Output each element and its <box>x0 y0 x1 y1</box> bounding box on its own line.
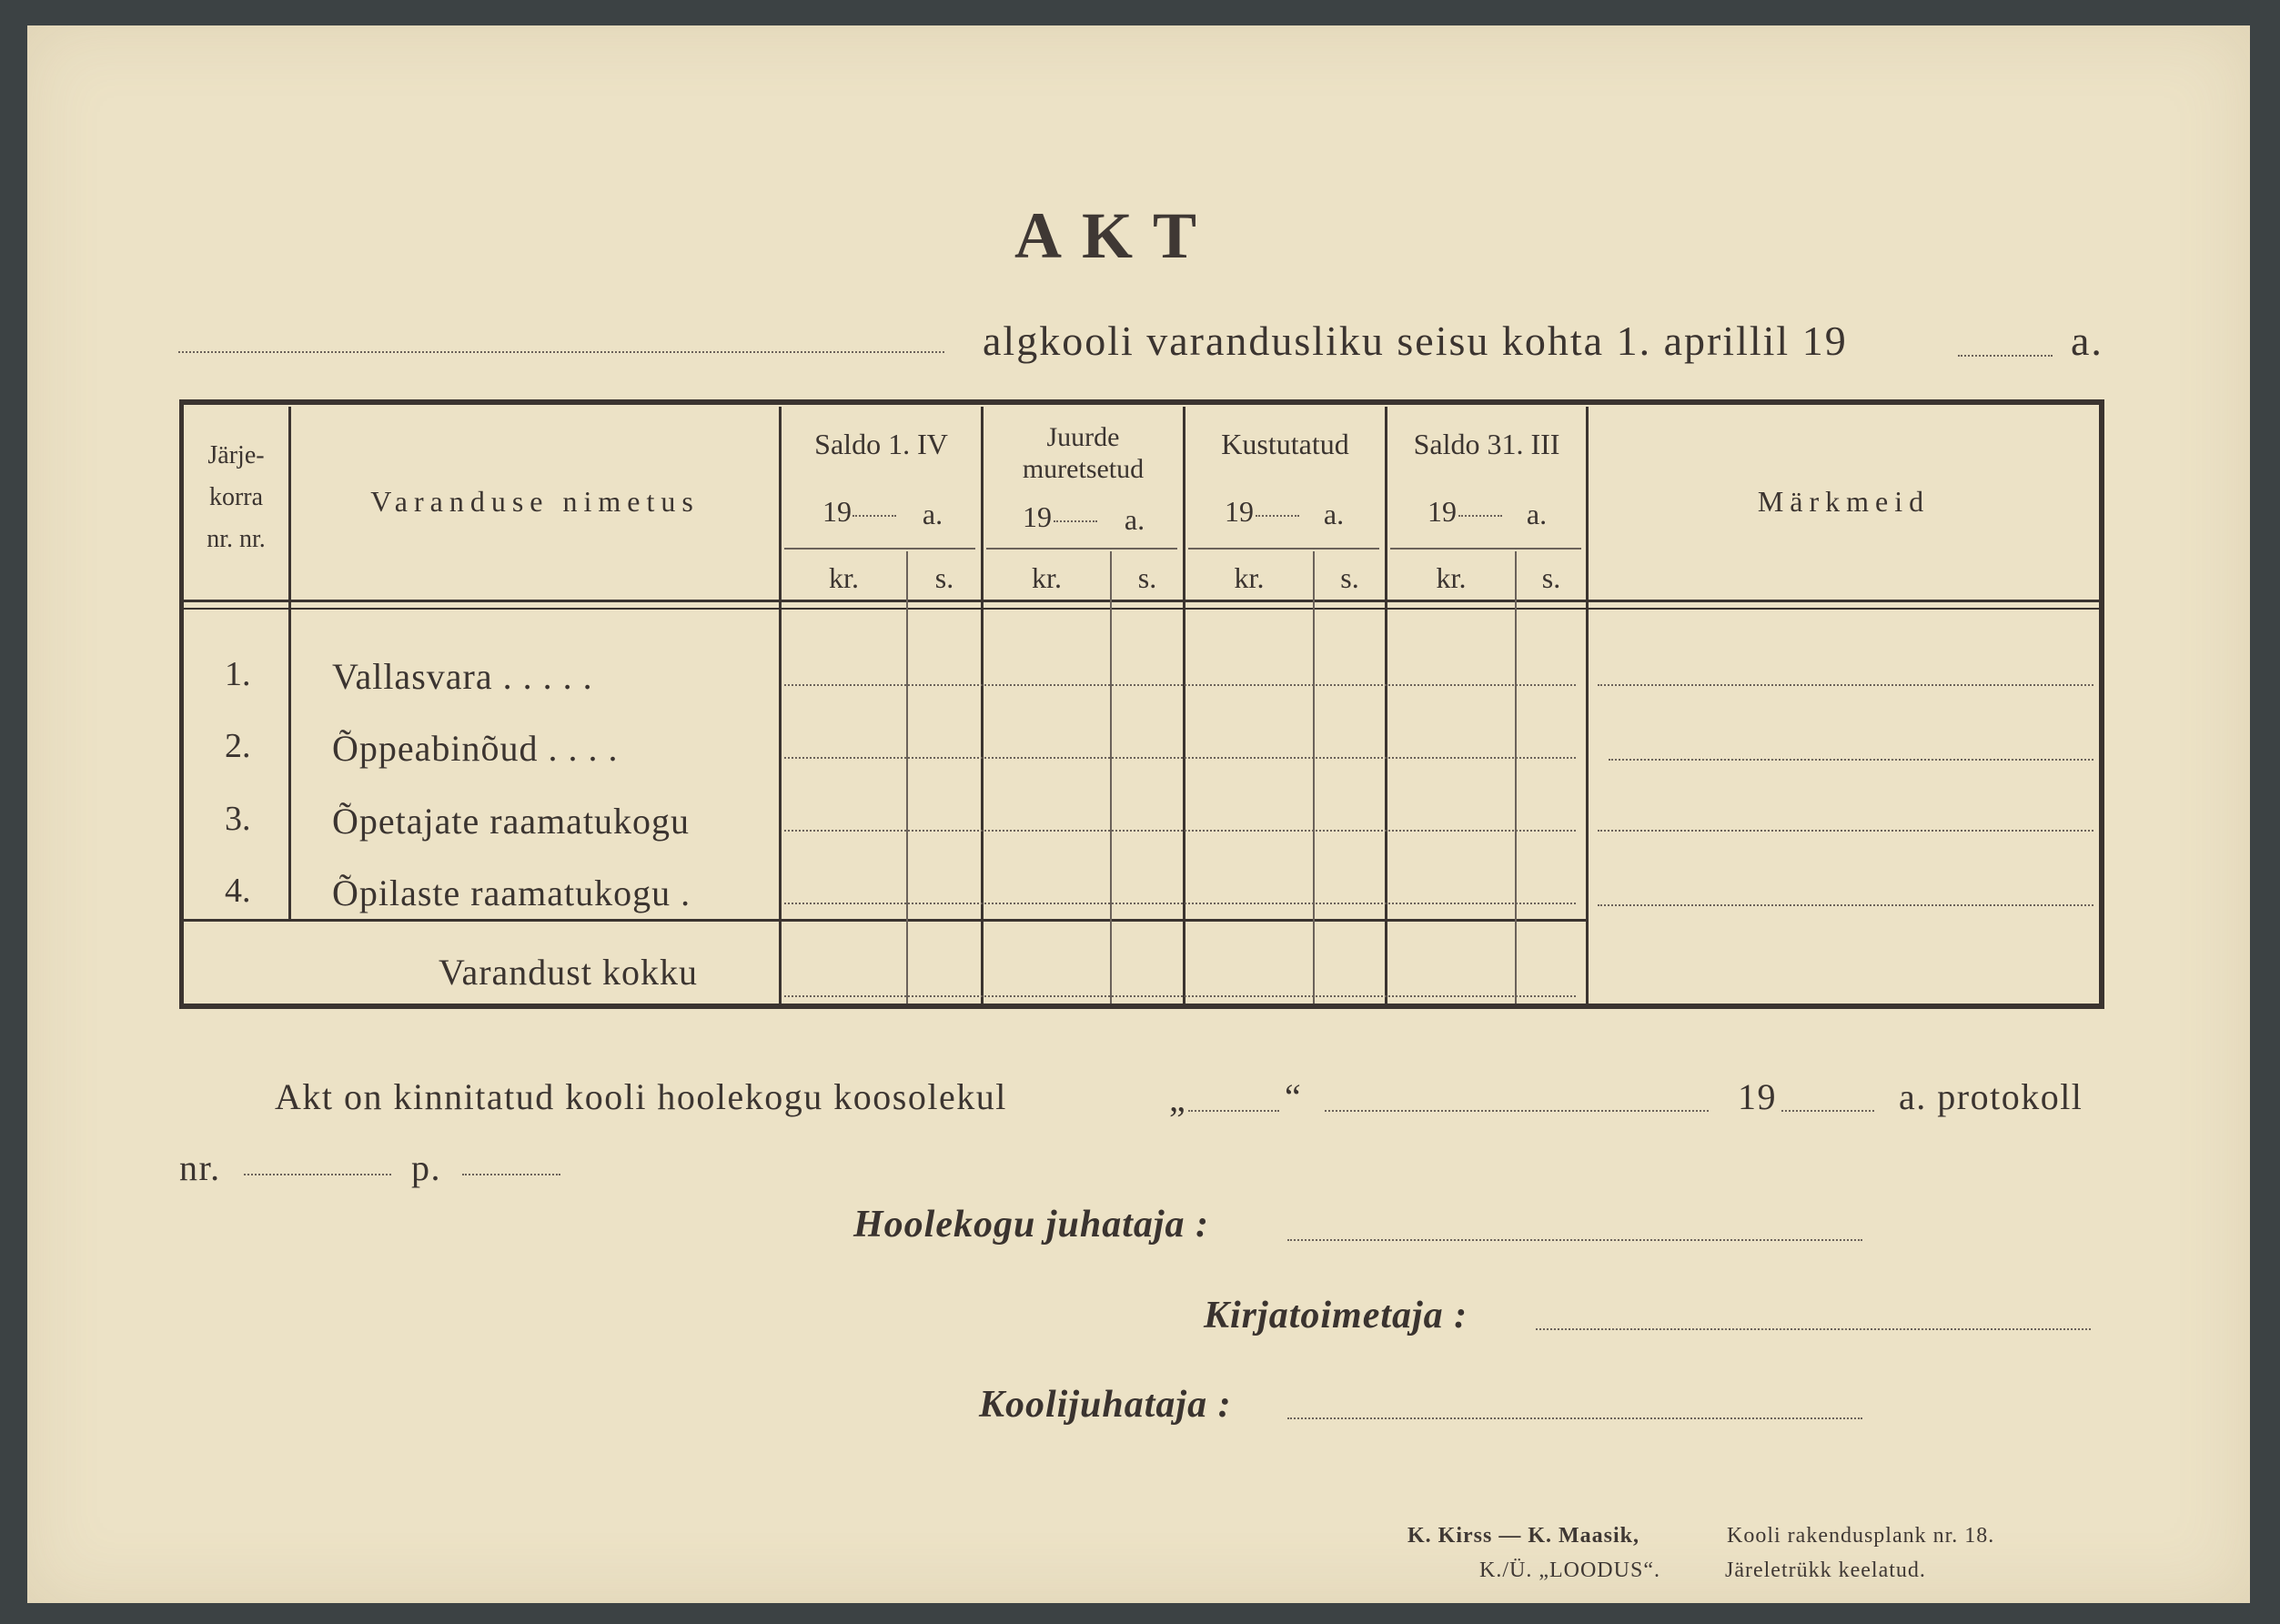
header-ordinal <box>184 435 288 560</box>
meeting-date-field[interactable] <box>1188 1110 1279 1112</box>
header-year-1-suffix: a. <box>922 498 943 530</box>
kr-s-sep-3 <box>1313 551 1315 1004</box>
total-separator <box>179 919 1586 922</box>
header-added <box>984 422 1183 485</box>
col-sep-5 <box>1385 407 1387 1004</box>
header-ordinal-line2: korra <box>208 483 264 511</box>
table-right-border <box>2099 403 2104 1006</box>
row-4-number: 4. <box>225 872 251 910</box>
title-line-text: algkooli varandusliku seisu kohta 1. aprillil 19 <box>983 318 1848 364</box>
header-s-2: s. <box>1137 561 1157 594</box>
header-year-1-field[interactable] <box>852 515 896 517</box>
title-line-suffix: a. <box>2071 318 2103 364</box>
footer-form: Kooli rakendusplank nr. 18. <box>1727 1524 1995 1548</box>
header-kr-1: kr. <box>829 561 859 594</box>
remarks-line-4[interactable] <box>1598 904 2093 906</box>
kr-s-sep-1 <box>906 551 908 1004</box>
header-saldo-end: Saldo 31. III <box>1413 428 1560 460</box>
row-4-name: Õpilaste raamatukogu . <box>332 873 691 913</box>
header-year-2-suffix: a. <box>1124 503 1145 536</box>
confirmation-open-quote: „ <box>1169 1078 1187 1119</box>
row-1-number: 1. <box>225 655 251 693</box>
protocol-p-field[interactable] <box>462 1174 560 1175</box>
kr-s-sep-4 <box>1515 551 1517 1004</box>
header-s-4: s. <box>1541 561 1561 594</box>
header-year-3-suffix: a. <box>1323 498 1345 530</box>
col-sep-3 <box>981 407 984 1004</box>
signature-secretary-field[interactable] <box>1536 1328 2091 1330</box>
protocol-p-label: p. <box>411 1147 441 1188</box>
header-s-1: s. <box>934 561 954 594</box>
header-year-2-prefix: 19 <box>1023 500 1052 533</box>
header-year-2-field[interactable] <box>1054 520 1097 522</box>
signature-board-chair-label: Hoolekogu juhataja : <box>853 1204 1210 1246</box>
remarks-line-1[interactable] <box>1598 684 2093 686</box>
header-s-3: s. <box>1340 561 1359 594</box>
row-2-number: 2. <box>225 727 251 765</box>
confirmation-close-quote: “ <box>1285 1076 1303 1117</box>
row-2-name: Õppeabinõud . . . . <box>332 728 619 769</box>
table-top-border <box>179 399 2104 405</box>
meeting-month-field[interactable] <box>1325 1110 1709 1112</box>
header-bottom-line <box>179 600 2104 602</box>
col-sep-1 <box>288 407 291 919</box>
header-year-4-field[interactable] <box>1458 515 1502 517</box>
subhead-line-4 <box>1390 548 1581 550</box>
footer-note: Järeletrükk keelatud. <box>1725 1558 1926 1582</box>
header-ordinal-line1: Järje- <box>207 441 265 469</box>
signature-board-chair-field[interactable] <box>1287 1239 1862 1241</box>
header-item-name: Varanduse nimetus <box>370 485 700 518</box>
header-added-line2: muretsetud <box>1022 453 1145 484</box>
total-label: Varandust kokku <box>439 952 698 993</box>
header-bottom-line-2 <box>179 608 2104 610</box>
row-3-name: Õpetajate raamatukogu <box>332 801 691 842</box>
subhead-line-3 <box>1188 548 1379 550</box>
signature-headmaster-field[interactable] <box>1287 1417 1862 1419</box>
signature-secretary-label: Kirjatoimetaja : <box>1204 1295 1468 1337</box>
subhead-line-2 <box>986 548 1177 550</box>
footer-publisher: K./Ü. „LOODUS“. <box>1479 1558 1660 1582</box>
row-2-amount-line[interactable] <box>784 757 1576 759</box>
row-3-amount-line[interactable] <box>784 830 1576 832</box>
header-ordinal-line3: nr. nr. <box>207 525 266 553</box>
header-remarks: Märkmeid <box>1757 485 1931 518</box>
row-3-number: 3. <box>225 800 251 838</box>
remarks-line-2[interactable] <box>1609 759 2093 761</box>
subhead-line-1 <box>784 548 975 550</box>
row-4-amount-line[interactable] <box>784 903 1576 904</box>
col-sep-2 <box>779 407 782 1004</box>
year-field[interactable] <box>1958 355 2053 357</box>
kr-s-sep-2 <box>1110 551 1112 1004</box>
confirmation-year-prefix: 19 <box>1738 1076 1777 1117</box>
signature-headmaster-label: Koolijuhataja : <box>979 1384 1232 1426</box>
protocol-nr-field[interactable] <box>244 1174 391 1175</box>
header-year-3-prefix: 19 <box>1225 495 1254 528</box>
header-year-3-field[interactable] <box>1256 515 1299 517</box>
col-sep-4 <box>1183 407 1185 1004</box>
protocol-nr-label: nr. <box>179 1147 221 1188</box>
row-1-amount-line[interactable] <box>784 684 1576 686</box>
confirmation-year-field[interactable] <box>1781 1110 1874 1112</box>
row-1-name: Vallasvara . . . . . <box>332 656 593 697</box>
header-year-1-prefix: 19 <box>822 495 852 528</box>
header-kr-4: kr. <box>1436 561 1467 594</box>
footer-authors: K. Kirss — K. Maasik, <box>1407 1524 1640 1548</box>
table-bottom-border <box>179 1004 2104 1009</box>
total-amount-line[interactable] <box>784 995 1576 997</box>
confirmation-suffix: a. protokoll <box>1899 1076 2083 1117</box>
school-name-field[interactable] <box>178 351 944 353</box>
document-title: AKT <box>1014 199 1217 272</box>
header-kr-2: kr. <box>1032 561 1062 594</box>
header-added-line1: Juurde <box>1046 422 1120 452</box>
header-year-4-suffix: a. <box>1526 498 1548 530</box>
confirmation-text: Akt on kinnitatud kooli hoolekogu koosolekul <box>275 1076 1007 1117</box>
header-year-4-prefix: 19 <box>1428 495 1457 528</box>
header-written-off: Kustutatud <box>1221 428 1349 460</box>
header-saldo-start: Saldo 1. IV <box>814 428 948 460</box>
remarks-line-3[interactable] <box>1598 830 2093 832</box>
header-kr-3: kr. <box>1234 561 1265 594</box>
